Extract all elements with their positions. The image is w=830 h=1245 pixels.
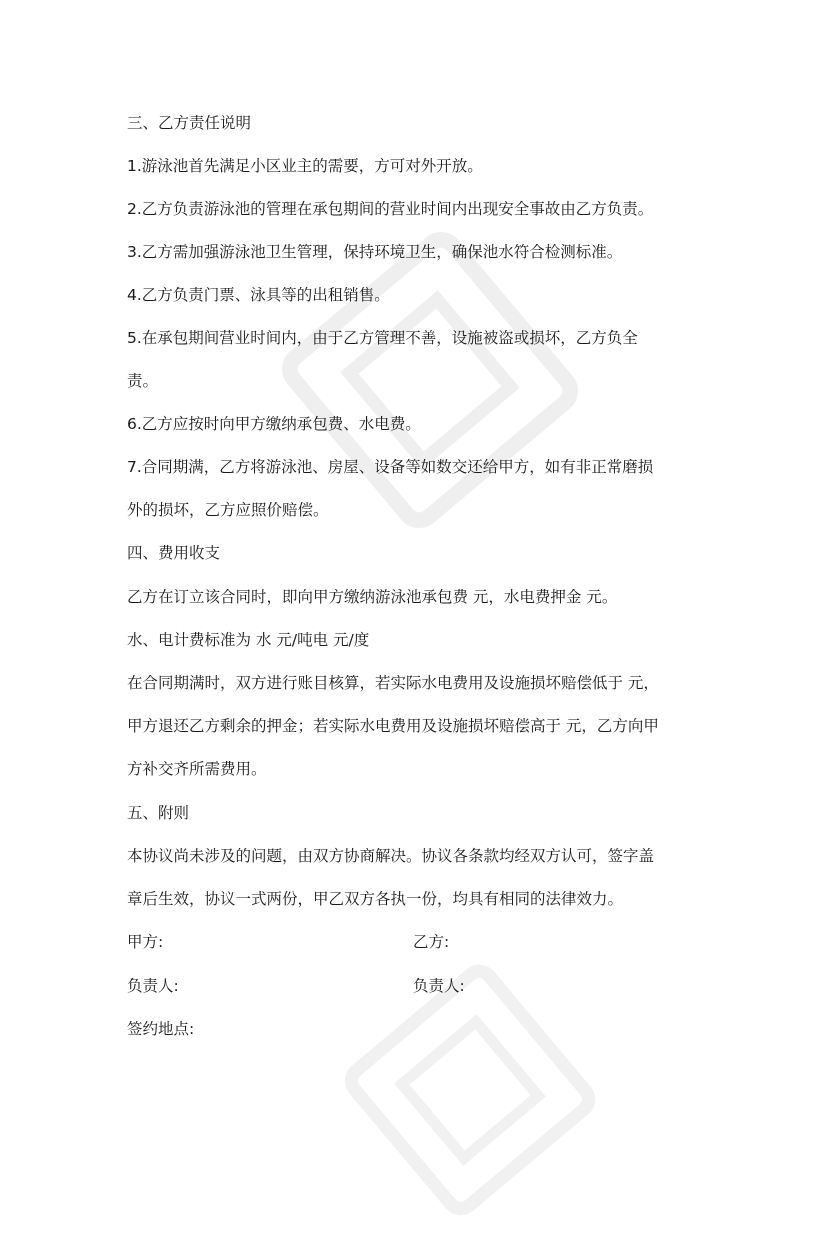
clause-3-5: 5.在承包期间营业时间内，由于乙方管理不善，设施被盗或损坏，乙方负全 [127,329,638,347]
location-label: 签约地点: [127,1020,195,1038]
appendix-clause-cont: 章后生效，协议一式两份，甲乙双方各执一份，均具有相同的法律效力。 [127,890,624,908]
section-heading-3: 三、乙方责任说明 [127,114,252,132]
clause-3-4: 4.乙方负责门票、泳具等的出租销售。 [127,286,390,304]
party-b-label: 乙方: [413,933,450,951]
appendix-clause: 本协议尚未涉及的问题，由双方协商解决。协议各条款均经双方认可，签字盖 [127,847,655,865]
clause-3-7: 7.合同期满，乙方将游泳池、房屋、设备等如数交还给甲方，如有非正常磨损 [127,458,654,476]
watermark-logo-bottom [315,935,625,1245]
clause-3-5-cont: 责。 [127,372,159,390]
party-a-label: 甲方: [127,933,164,951]
clause-3-2: 2.乙方负责游泳池的管理在承包期间的营业时间内出现安全事故由乙方负责。 [127,200,654,218]
person-b-label: 负责人: [413,977,465,995]
clause-3-6: 6.乙方应按时向甲方缴纳承包费、水电费。 [127,415,421,433]
fee-clause-1: 乙方在订立该合同时，即向甲方缴纳游泳池承包费 元，水电费押金 元。 [127,588,618,606]
clause-3-1: 1.游泳池首先满足小区业主的需要，方可对外开放。 [127,157,483,175]
fee-clause-2: 水、电计费标准为 水 元/吨电 元/度 [127,631,370,649]
clause-3-3: 3.乙方需加强游泳池卫生管理，保持环境卫生，确保池水符合检测标准。 [127,243,623,261]
fee-clause-3-end: 方补交齐所需费用。 [127,760,267,778]
section-heading-4: 四、费用收支 [127,544,221,562]
person-a-label: 负责人: [127,977,179,995]
fee-clause-3: 在合同期满时，双方进行账目核算，若实际水电费用及设施损坏赔偿低于 元， [127,674,659,692]
fee-clause-3-cont: 甲方退还乙方剩余的押金；若实际水电费用及设施损坏赔偿高于 元，乙方向甲 [127,717,659,735]
clause-3-7-cont: 外的损坏，乙方应照价赔偿。 [127,501,329,519]
section-heading-5: 五、附则 [127,804,190,822]
